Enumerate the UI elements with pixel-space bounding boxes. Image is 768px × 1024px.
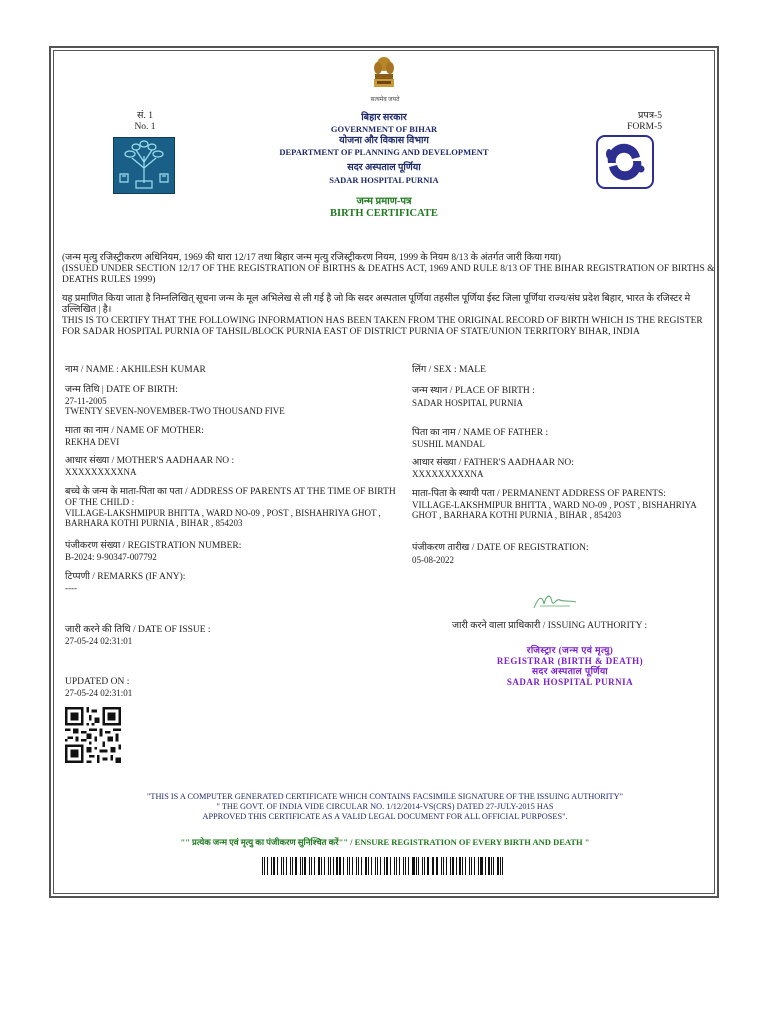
- serial-number-en: No. 1: [134, 122, 156, 132]
- mother-aadhaar-value: XXXXXXXXXNA: [65, 467, 137, 477]
- barcode-bar: [377, 857, 378, 875]
- sex-field: [412, 365, 712, 376]
- father-name-label: पिता का नाम / NAME OF FATHER :: [412, 428, 549, 438]
- barcode-bar: [277, 857, 278, 875]
- national-emblem-icon: [372, 56, 396, 90]
- preamble-issued-en: (ISSUED UNDER SECTION 12/17 OF THE REGISTRATION OF BIRTHS & DEATHS ACT, 1969 AND RULE 8/13 OF THE BIHAR REGISTRATION OF BIRTHS & DEATHS RULES 1999): [62, 264, 715, 285]
- barcode-bar: [328, 857, 329, 875]
- barcode-bar: [368, 857, 369, 875]
- barcode-bar: [433, 857, 434, 875]
- barcode-bar: [405, 857, 406, 875]
- form-logo: [596, 135, 654, 189]
- father-aadhaar-value: XXXXXXXXXNA: [412, 469, 484, 479]
- barcode-bar: [493, 857, 494, 875]
- barcode-bar: [416, 857, 417, 875]
- preamble-certify-hi: यह प्रमाणित किया जाता है निम्नलिखित् सूचना जन्म के मूल अभिलेख से ली गई है जो कि सदर अस्पताल पूर्णिया तहसील पूर्णिया ईस्ट जिला पूर्णिया राज्य/संघ प्रदेश बिहार, भारत के रजिस्टर मे उल्लिखित | है।: [62, 294, 691, 315]
- barcode-bar: [295, 857, 297, 875]
- barcode-bar: [432, 857, 433, 875]
- barcode-bar: [267, 857, 268, 875]
- mother-aadhaar-label: आधार संख्या / MOTHER'S AADHAAR NO :: [65, 456, 235, 466]
- govt-name-en: GOVERNMENT OF BIHAR: [330, 124, 438, 134]
- issuing-authority-label: जारी करने वाला प्राधिकारी / ISSUING AUTHORITY :: [452, 621, 648, 631]
- barcode-bar: [361, 857, 362, 875]
- form-logo-icon: [598, 137, 651, 186]
- father-name-value: SUSHIL MANDAL: [412, 439, 485, 449]
- tree-icon: [114, 138, 174, 193]
- barcode-bar: [290, 857, 291, 875]
- sex-label: लिंग / SEX :: [412, 365, 457, 375]
- barcode-bar: [333, 857, 334, 875]
- barcode-bar: [302, 857, 303, 875]
- qr-code[interactable]: [65, 707, 121, 763]
- dob-label: जन्म तिथि | DATE OF BIRTH:: [65, 385, 178, 395]
- barcode-bar: [271, 857, 272, 875]
- preamble-issued-hi: (जन्म मृत्यु रजिस्ट्रीकरण अधिनियम, 1969 की धारा 12/17 तथा बिहार जन्म मृत्यु रजिस्ट्रीकरण नियम, 1999 के नियम 8/13 के अंतर्गत जारी किया गया): [62, 253, 561, 263]
- barcode-bar: [422, 857, 423, 875]
- registration-date-value: 05-08-2022: [412, 555, 454, 565]
- barcode-bar: [347, 857, 348, 875]
- signature-icon: [530, 590, 580, 612]
- address-at-birth-label: बच्चे के जन्म के माता-पिता का पता / ADDRESS OF PARENTS AT THE TIME OF BIRTH OF THE CHILD :: [65, 487, 396, 508]
- barcode-bar: [286, 857, 287, 875]
- certificate-title-hi: जन्म प्रमाण-पत्र: [356, 196, 412, 207]
- emblem-motto: सत्यमेव जयते: [370, 97, 400, 103]
- barcode-bar: [349, 857, 350, 875]
- barcode-bar: [491, 857, 492, 875]
- barcode-bar: [394, 857, 395, 875]
- barcode-bar: [390, 857, 391, 875]
- registrar-line-1: रजिस्ट्रार (जन्म एवं मृत्यु): [526, 645, 614, 655]
- footer-note-line-1: "THIS IS A COMPUTER GENERATED CERTIFICATE WHICH CONTAINS FACSIMILE SIGNATURE OF THE ISSUING AUTHORITY": [146, 792, 623, 801]
- barcode-bar: [311, 857, 312, 875]
- registrar-line-4: SADAR HOSPITAL PURNIA: [506, 676, 634, 687]
- barcode-bar: [352, 857, 353, 875]
- barcode-bar: [314, 857, 315, 875]
- registrar-stamp: [470, 645, 670, 687]
- registrar-line-3: सदर अस्पताल पूर्णिया: [531, 666, 609, 676]
- registration-slogan: "" प्रत्येक जन्म एवं मृत्यु का पंजीकरण सुनिश्चित करें"" / ENSURE REGISTRATION OF EVERY BIRTH AND DEATH ": [180, 837, 590, 847]
- barcode-bar: [321, 857, 322, 875]
- barcode-bar: [399, 857, 400, 875]
- father-aadhaar-label: आधार संख्या / FATHER'S AADHAAR NO:: [412, 458, 574, 468]
- address-at-birth-value: VILLAGE-LAKSHMIPUR BHITTA , WARD NO-09 , POST , BISHAHRIYA GHOT , BARHARA KOTHI PURNIA , BIHAR , 854203: [65, 508, 381, 528]
- barcode-bar: [281, 857, 282, 875]
- barcode-bar: [446, 857, 447, 875]
- barcode-bar: [408, 857, 409, 875]
- barcode-bar: [456, 857, 457, 875]
- barcode-bar: [380, 857, 381, 875]
- form-number-en: FORM-5: [627, 122, 662, 132]
- footer-note-line-2: " THE GOVT. OF INDIA VIDE CIRCULAR NO. 1/12/2014-VS(CRS) DATED 27-JULY-2015 HAS: [216, 802, 554, 811]
- barcode-bar: [336, 857, 337, 875]
- form-number-hi: प्रपत्र-5: [638, 111, 662, 121]
- registration-number-label: पंजीकरण संख्या / REGISTRATION NUMBER:: [65, 541, 242, 551]
- barcode-bar: [273, 857, 275, 875]
- barcode-bar: [412, 857, 414, 875]
- barcode-bar: [465, 857, 466, 875]
- remarks-value: ----: [65, 583, 77, 593]
- preamble-certify-en: THIS IS TO CERTIFY THAT THE FOLLOWING INFORMATION HAS BEEN TAKEN FROM THE ORIGINAL RECORD OF BIRTH WHICH IS THE REGISTER FOR SADAR HOSPITAL PURNIA OF TAHSIL/BLOCK PURNIA EAST OF DISTRICT PURNIA OF STATE/UNION TERRITORY BIHAR, INDIA: [62, 316, 703, 337]
- barcode-bar: [462, 857, 463, 875]
- barcode-bar: [497, 857, 498, 875]
- hospital-name-en: SADAR HOSPITAL PURNIA: [329, 175, 439, 185]
- barcode-bar: [488, 857, 489, 875]
- barcode-bar: [358, 857, 359, 875]
- name-label: नाम / NAME :: [65, 365, 119, 375]
- barcode-bar: [318, 857, 320, 875]
- registrar-line-2: REGISTRAR (BIRTH & DEATH): [496, 655, 644, 666]
- footer-note: [60, 792, 710, 822]
- barcode-bar: [386, 857, 388, 875]
- barcode-bar: [471, 857, 472, 875]
- barcode-bar: [292, 857, 293, 875]
- barcode-bar: [480, 857, 482, 875]
- barcode-bar: [478, 857, 479, 875]
- barcode-bar: [427, 857, 428, 875]
- barcode-bar: [403, 857, 404, 875]
- barcode-bar: [262, 857, 263, 875]
- barcode-bar: [375, 857, 376, 875]
- issue-date-label: जारी करने की तिथि / DATE OF ISSUE :: [65, 625, 211, 635]
- barcode-bar: [283, 857, 284, 875]
- updated-on-label: UPDATED ON :: [65, 677, 130, 687]
- barcode-bar: [339, 857, 341, 875]
- barcode-bar: [384, 857, 385, 875]
- barcode-bar: [474, 857, 475, 875]
- barcode-bar: [330, 857, 331, 875]
- barcode-bar: [450, 857, 451, 875]
- barcode-bar: [500, 857, 501, 875]
- name-value: AKHILESH KUMAR: [120, 365, 206, 375]
- issue-date-value: 27-05-24 02:31:01: [65, 636, 133, 646]
- barcode-bar: [309, 857, 310, 875]
- barcode-bar: [436, 857, 438, 875]
- permanent-address-label: माता-पिता के स्थायी पता / PERMANENT ADDRESS OF PARENTS:: [412, 489, 666, 499]
- barcode-bar: [485, 857, 486, 875]
- barcode-bar: [459, 857, 461, 875]
- name-field: [65, 365, 395, 376]
- barcode-bar: [371, 857, 372, 875]
- barcode-bar: [264, 857, 265, 875]
- sex-value: MALE: [458, 365, 486, 375]
- barcode-bar: [469, 857, 470, 875]
- registration-number-value: B-2024: 9-90347-007792: [65, 552, 157, 562]
- serial-number-hi: सं. 1: [137, 111, 153, 121]
- barcode-bar: [396, 857, 397, 875]
- bihar-tree-logo: [113, 137, 175, 194]
- barcode-bar: [443, 857, 444, 875]
- barcode-bar: [324, 857, 325, 875]
- remarks-label: टिप्पणी / REMARKS (IF ANY):: [65, 572, 186, 582]
- barcode-bar: [418, 857, 419, 875]
- footer-note-line-3: APPROVED THIS CERTIFICATE AS A VALID LEGAL DOCUMENT FOR ALL OFFICIAL PURPOSES".: [202, 812, 568, 821]
- barcode-bar: [452, 857, 453, 875]
- permanent-address-value: VILLAGE-LAKSHMIPUR BHITTA , WARD NO-09 , POST , BISHAHRIYA GHOT , BARHARA KOTHI PURNIA , BIHAR , 854203: [412, 500, 697, 520]
- mother-name-value: REKHA DEVI: [65, 437, 120, 447]
- registration-date-label: पंजीकरण तारीख / DATE OF REGISTRATION:: [412, 543, 589, 553]
- barcode: [262, 857, 506, 875]
- dob-words: TWENTY SEVEN-NOVEMBER-TWO THOUSAND FIVE: [65, 406, 285, 416]
- certificate-title-en: BIRTH CERTIFICATE: [330, 208, 438, 219]
- dept-name-en: DEPARTMENT OF PLANNING AND DEVELOPMENT: [279, 147, 489, 157]
- barcode-bar: [343, 857, 344, 875]
- dept-name-hi: योजना और विकास विभाग: [339, 136, 429, 146]
- dob-value: 27-11-2005: [65, 396, 107, 406]
- place-of-birth-label: जन्म स्थान / PLACE OF BIRTH :: [412, 386, 535, 396]
- govt-name-hi: बिहार सरकार: [361, 113, 407, 123]
- updated-on-value: 27-05-24 02:31:01: [65, 688, 133, 698]
- mother-name-label: माता का नाम / NAME OF MOTHER:: [65, 426, 204, 436]
- barcode-bar: [424, 857, 425, 875]
- barcode-bar: [502, 857, 503, 875]
- place-of-birth-value: SADAR HOSPITAL PURNIA: [412, 398, 523, 408]
- barcode-bar: [300, 857, 301, 875]
- barcode-bar: [441, 857, 442, 875]
- hospital-name-hi: सदर अस्पताल पूर्णिया: [347, 163, 421, 173]
- barcode-bar: [365, 857, 367, 875]
- barcode-bar: [304, 857, 305, 875]
- barcode-bar: [356, 857, 357, 875]
